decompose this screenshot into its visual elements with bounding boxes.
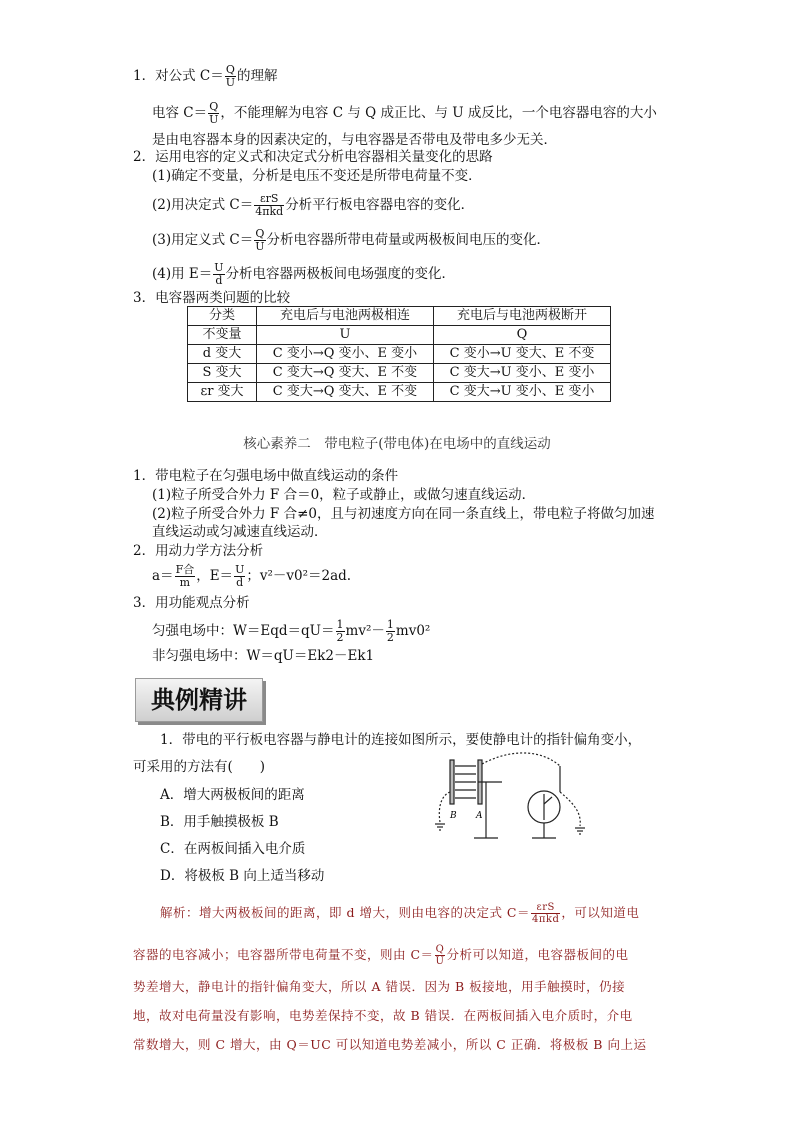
section-title: 核心素养二 带电粒子(带电体)在电场中的直线运动 <box>243 436 551 452</box>
analysis-line3: 势差增大，静电计的指针偏角变大，所以 A 错误．因为 B 板接地，用手触摸时，仍接 <box>133 979 626 994</box>
s2-item1: (1)确定不变量，分析是电压不变还是所带电荷量不变． <box>152 168 482 184</box>
s2-heading: 2．运用电容的定义式和决定式分析电容器相关量变化的思路 <box>133 149 493 165</box>
fraction-capacitance: $\frac{\text{εrS}}{\text{4πkd}}$ <box>532 902 560 925</box>
table-row <box>188 345 611 364</box>
fraction-capacitance: $\frac{\text{εrS}}{\text{4πkd}}$ <box>255 192 284 218</box>
capacitor-electrometer-figure <box>432 752 602 848</box>
table-header-cell: 充电后与电池两极断开 <box>434 307 611 326</box>
option-d: D．将极板 B 向上适当移动 <box>160 868 325 884</box>
fraction-f-m: $\frac{\text{F合}}{m}$ <box>175 563 195 589</box>
s1-heading <box>133 64 278 89</box>
table-cell: U <box>257 326 434 345</box>
analysis-line5: 常数增大，则 C 增大，由 Q＝UC 可以知道电势差减小，所以 C 正确．将极板 B 向上运 <box>133 1037 647 1052</box>
table-row <box>188 383 611 402</box>
table-cell: Q <box>434 326 611 345</box>
fraction-q-u: $\frac{Q}{U}$ <box>435 944 445 967</box>
table-cell: C 变小→U 变大、E 不变 <box>434 345 611 364</box>
analysis-line1: 解析：增大两极板间的距离，即 d 增大，则由电容的决定式 C＝ $\frac{\text{εrS}}{\text{4πkd}}$ ，可以知道电 <box>160 902 640 925</box>
table-row <box>188 326 611 345</box>
comparison-table <box>187 306 611 402</box>
fraction-q-u: $\frac{Q}{U}$ <box>209 100 219 126</box>
table-cell: S 变大 <box>188 364 257 383</box>
label-a: A <box>476 811 483 821</box>
table-cell: C 变大→Q 变大、E 不变 <box>257 383 434 402</box>
analysis-line4: 地，故对电荷量没有影响，电势差保持不变，故 B 错误．在两板间插入电介质时，介电 <box>133 1008 633 1023</box>
m2-heading: 2．用动力学方法分析 <box>133 543 264 559</box>
table-cell: C 变小→Q 变小、E 变小 <box>257 345 434 364</box>
s1-heading-pre: 1．对公式 C＝ <box>133 68 224 84</box>
table-cell: C 变大→U 变小、E 变小 <box>434 364 611 383</box>
table-row <box>188 364 611 383</box>
label-b: B <box>450 811 457 821</box>
table-cell: C 变大→Q 变大、E 不变 <box>257 364 434 383</box>
s1-body: 电容 C＝ $\frac{Q}{U}$ ，不能理解为电容 C 与 Q 成正比、与 U 成反比，一个电容器电容的大小 <box>152 100 657 126</box>
option-a: A．增大两极板间的距离 <box>160 787 305 803</box>
example-banner: 典例精讲 <box>135 678 263 722</box>
plate-b <box>450 760 454 804</box>
m2-formula: a＝ $\frac{\text{F合}}{m}$ ，E＝ $\frac{U}{d}$ ；v²－v0²＝2ad. <box>152 563 352 589</box>
m1-heading: 1．带电粒子在匀强电场中做直线运动的条件 <box>133 468 399 484</box>
table-cell: C 变大→U 变小、E 变小 <box>434 383 611 402</box>
table-header-cell: 充电后与电池两极相连 <box>257 307 434 326</box>
option-b: B．用手触摸极板 B <box>160 814 279 830</box>
table-header-cell: 分类 <box>188 307 257 326</box>
m3-nonuniform: 非匀强电场中：W＝qU＝Ek2－Ek1 <box>152 648 375 664</box>
fraction-u-d: $\frac{U}{d}$ <box>214 261 224 287</box>
s2-item2: (2)用决定式 C＝ $\frac{\text{εrS}}{\text{4πkd}}$ 分析平行板电容器电容的变化． <box>152 192 475 218</box>
fraction-q-u: $\frac{Q}{U}$ <box>255 227 265 253</box>
table-cell: εr 变大 <box>188 383 257 402</box>
m1-item2a: (2)粒子所受合外力 F 合≠0，且与初速度方向在同一条直线上，带电粒子将做匀加速 <box>152 506 655 522</box>
s1-body-line2: 是由电容器本身的因素决定的，与电容器是否带电及带电多少无关． <box>152 132 557 148</box>
table-cell: 不变量 <box>188 326 257 345</box>
table-header-row <box>188 307 611 326</box>
m3-uniform: 匀强电场中：W＝Eqd＝qU＝ $\frac{1}{2}$ mv²－ $\frac{1}{2}$ mv0² <box>152 618 431 644</box>
fraction-one-half: $\frac{1}{2}$ <box>336 618 344 644</box>
s3-heading: 3．电容器两类问题的比较 <box>133 290 291 306</box>
m1-item1: (1)粒子所受合外力 F 合＝0，粒子或静止，或做匀速直线运动． <box>152 487 536 503</box>
table-cell: d 变大 <box>188 345 257 364</box>
m1-item2b: 直线运动或匀减速直线运动． <box>152 524 328 540</box>
s2-item3: (3)用定义式 C＝ $\frac{Q}{U}$ 分析电容器所带电荷量或两极板间电压的变化． <box>152 227 551 253</box>
fraction-q-u: $\frac{Q}{U}$ <box>225 63 235 89</box>
fraction-u-d: $\frac{U}{d}$ <box>235 563 245 589</box>
m3-heading: 3．用功能观点分析 <box>133 595 250 611</box>
question-line2: 可采用的方法有( ) <box>133 759 266 775</box>
s1-heading-post: 的理解 <box>237 68 278 84</box>
question-line1: 1．带电的平行板电容器与静电计的连接如图所示，要使静电计的指针偏角变小， <box>160 732 642 748</box>
option-c: C．在两板间插入电介质 <box>160 841 306 857</box>
analysis-line2: 容器的电容减小；电容器所带电荷量不变，则由 C＝ $\frac{Q}{U}$ 分析可以知道，电容器板间的电 <box>133 944 629 967</box>
s2-item4: (4)用 E＝ $\frac{U}{d}$ 分析电容器两极板间电场强度的变化． <box>152 261 456 287</box>
fraction-one-half: $\frac{1}{2}$ <box>386 618 394 644</box>
